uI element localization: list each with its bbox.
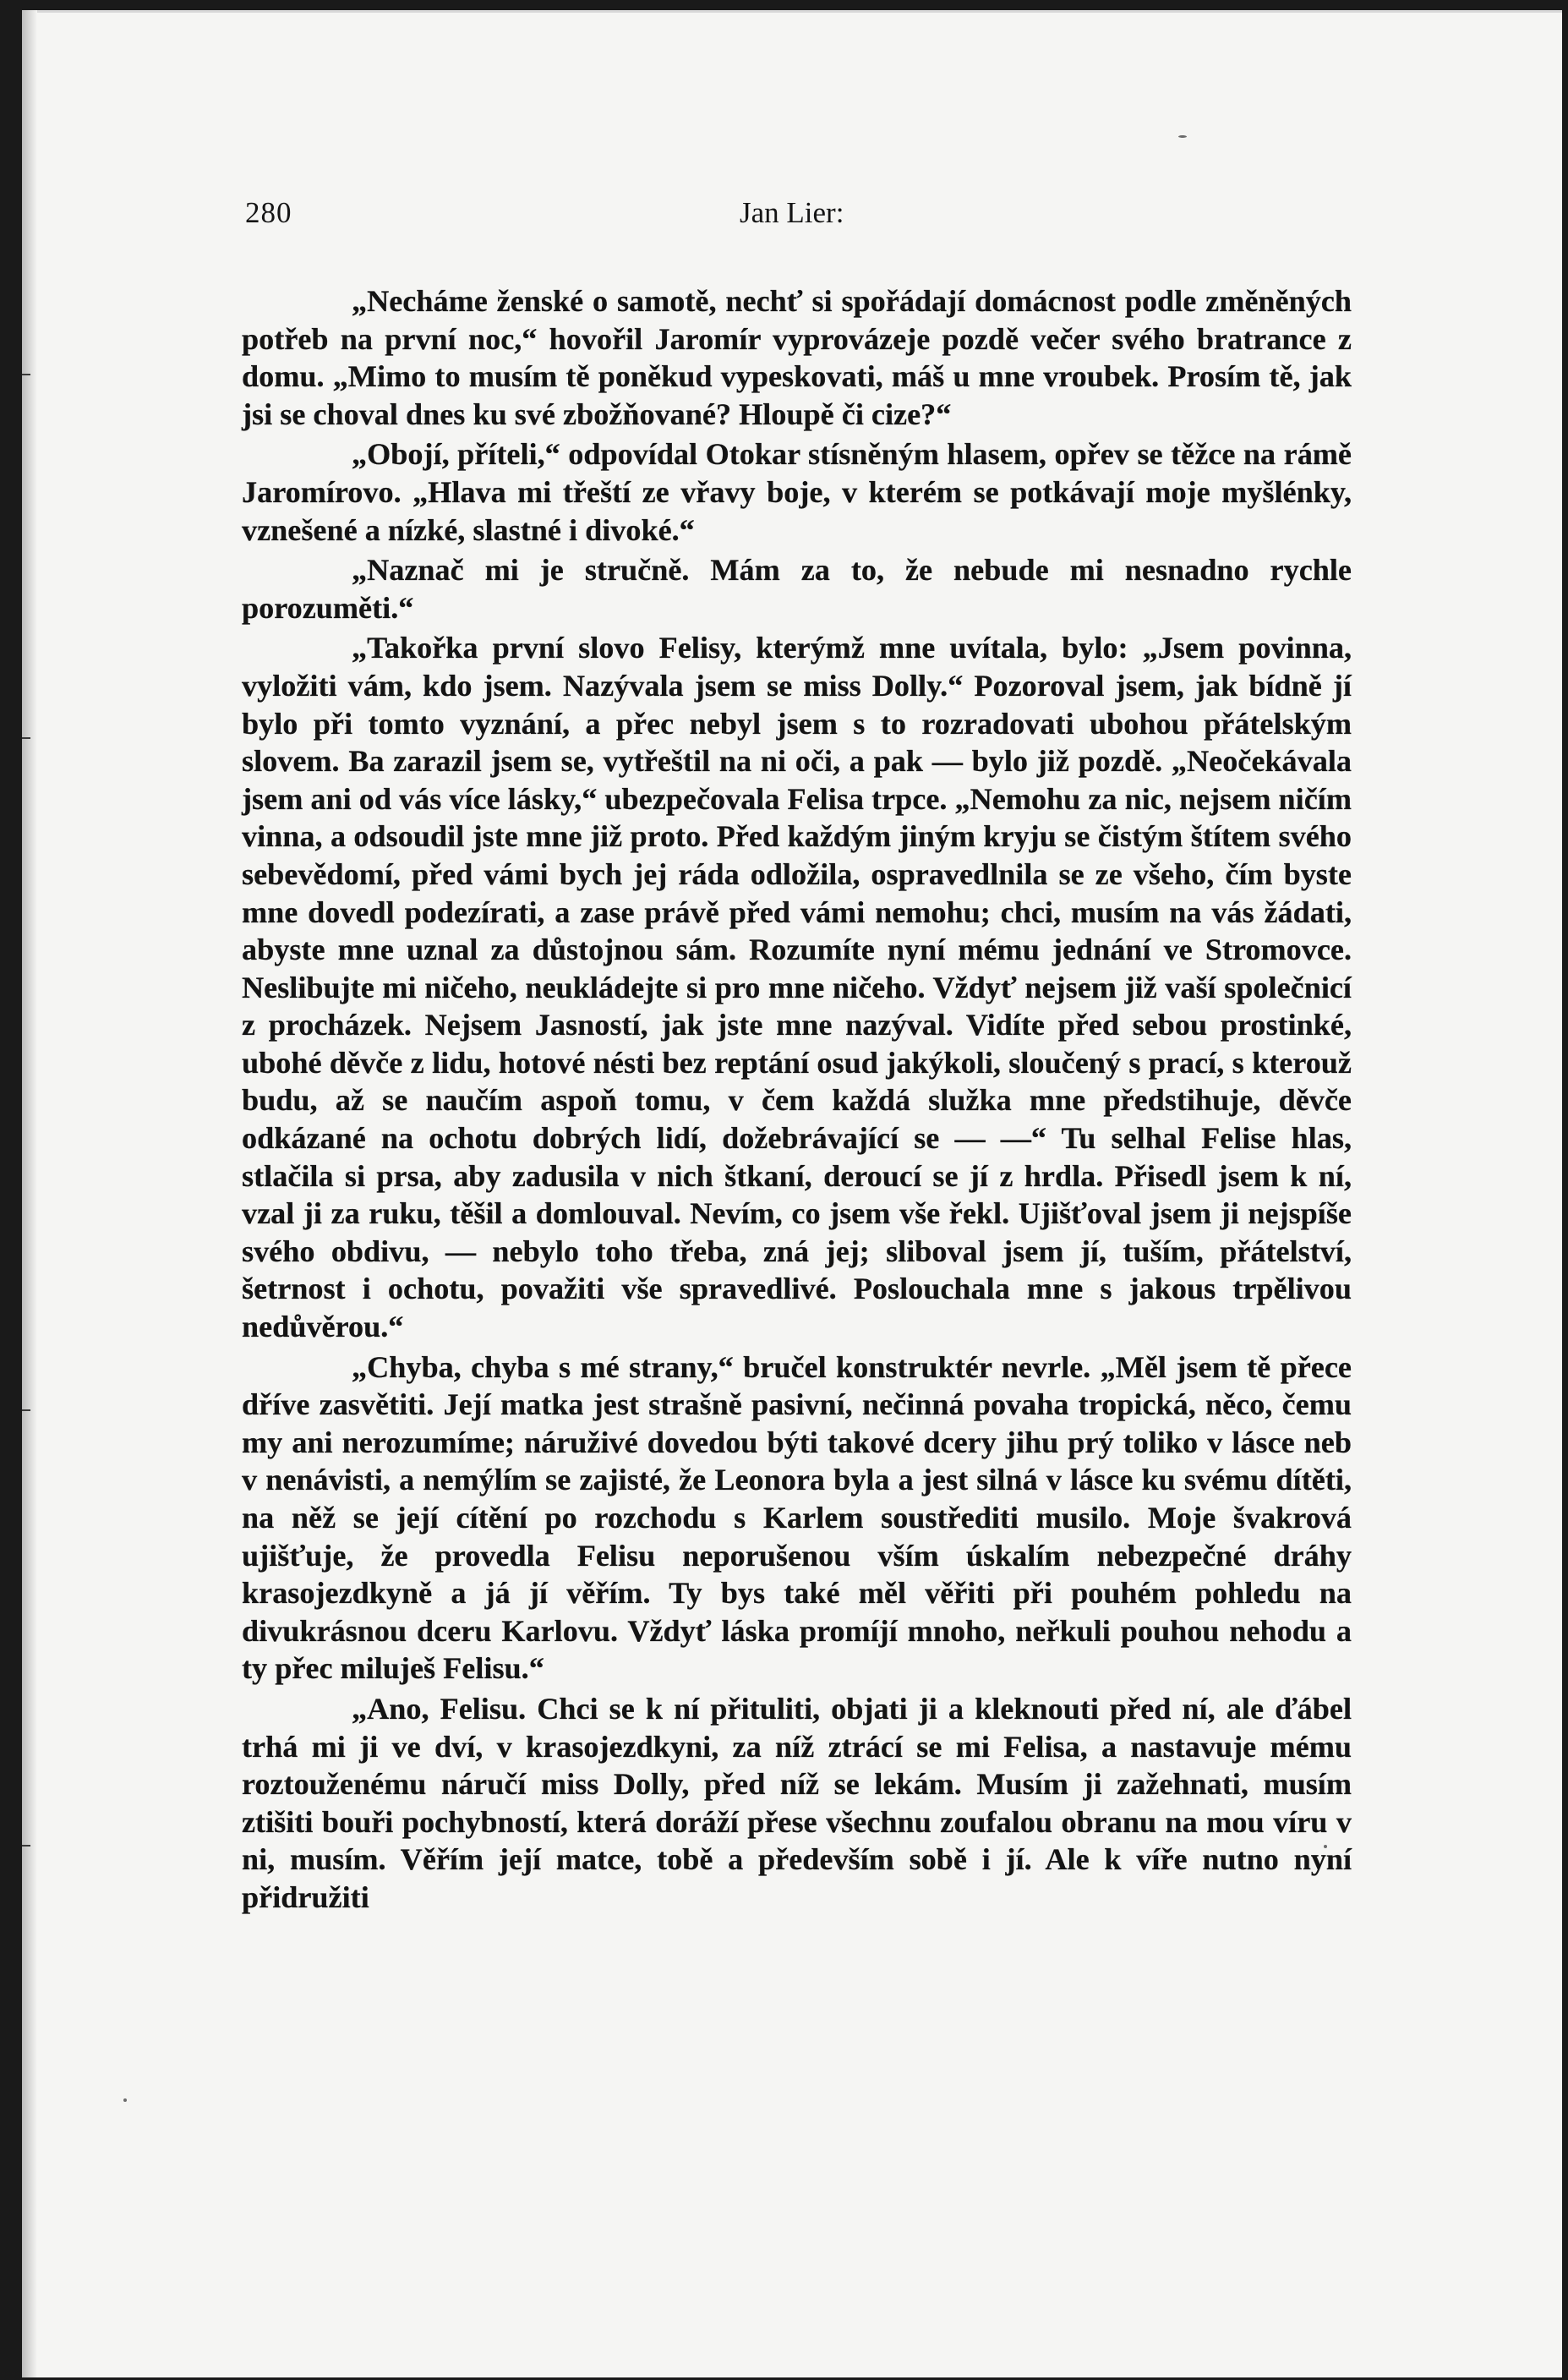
margin-mark (22, 374, 30, 375)
margin-mark (22, 1845, 30, 1847)
paragraph: „Ano, Felisu. Chci se k ní přituliti, objati ji a kleknouti před ní, ale ďábel trhá mi ji ve dví, v krasojezdkyni, za níž ztrácí se mi Felisa, a nastavuje mému roztouženému náručí miss Dolly, před níž se lekám. Musím ji zažehnati, musím ztišiti bouři pochybností, která doráží přese všechnu zoufalou obranu na mou víru v ni, musím. Věřím její matce, tobě a především sobě i jí. Ale k víře nutno nyní přidružiti (242, 1691, 1352, 1914)
paragraph: „Chyba, chyba s mé strany,“ bručel konstruktér nevrle. „Měl jsem tě přece dříve zasvětiti. Její matka jest strašně pasivní, nečinná povaha tropická, něco, čemu my ani nerozumíme; náruživé dovedou býti takové dcery jihu prý toliko v lásce neb v nenávisti, a nemýlím se zajisté, že Leonora byla a jest silná v lásce ku svému dítěti, na něž se její cítění po rozchodu s Karlem soustřediti musilo. Moje švakrová ujišťuje, že provedla Felisu neporušenou vším úskalím nebezpečné dráhy krasojezdkyně a já jí věřím. Ty bys také měl věřiti při pouhém pohledu na divukrásnou dceru Karlovu. Vždyť láska promíjí mnoho, neřkuli pouhou nehodu a ty přec miluješ Felisu.“ (242, 1349, 1352, 1686)
paragraph: „Obojí, příteli,“ odpovídal Otokar stísněným hlasem, opřev se těžce na rámě Jaromírovo. „Hlava mi třeští ze vřavy boje, v kterém se potkávají moje myšlénky, vznešené a nízké, slastné i divoké.“ (242, 437, 1352, 547)
page-number: 280 (245, 196, 292, 229)
page-edge-shadow (22, 10, 37, 2377)
margin-mark (22, 1409, 30, 1411)
scan-speck (1178, 135, 1187, 138)
paragraph: „Takořka první slovo Felisy, kterýmž mne uvítala, bylo: „Jsem povinna, vyložiti vám, kdo jsem. Nazývala jsem se miss Dolly.“ Pozoroval jsem, jak bídně jí bylo při tomto vyznání, a přec nebyl jsem s to rozradovati ubohou přátelským slovem. Ba zarazil jsem se, vytřeštil na ni oči, a pak — bylo již pozdě. „Neočekávala jsem ani od vás více lásky,“ ubezpečovala Felisa trpce. „Nemohu za nic, nejsem ničím vinna, a odsoudil jste mne již proto. Před každým jiným kryju se čistým štítem svého sebevědomí, před vámi bych jej ráda odložila, ospravedlnila se ze všeho, čím byste mne dovedl podezírati, a zase právě před vámi nemohu; chci, musím na vás žádati, abyste mne uznal za důstojnou sám. Rozumíte nyní mému jednání ve Stromovce. Neslibujte mi ničeho, neukládejte si pro mne ničeho. Vždyť nejsem již vaší společnicí z procházek. Nejsem Jasností, jak jste mne nazýval. Vidíte před sebou prostinké, ubohé děvče z lidu, hotové nésti bez reptání osud jakýkoli, sloučený s prací, s kterouž budu, až se naučím aspoň tomu, v čem každá služka mne předstihuje, děvče odkázané na ochotu dobrých lidí, dožebrávající se — —“ Tu selhal Felise hlas, stlačila si prsa, aby zadusila v nich štkaní, deroucí se jí z hrdla. Přisedl jsem k ní, vzal ji za ruku, těšil a domlouval. Nevím, co jsem vše řekl. Ujišťoval jsem ji nejspíše svého obdivu, — nebylo toho třeba, zná jej; sliboval jsem jí, tuším, přátelství, šetrnost i ochotu, považiti vše spravedlivé. Poslouchala mne s jakous trpělivou nedůvěrou.“ (242, 631, 1352, 1344)
scan-speck (123, 2098, 127, 2102)
page-header (245, 196, 1352, 238)
paragraph: „Necháme ženské o samotě, nechť si spořádají domácnost podle změněných potřeb na první noc,“ hovořil Jaromír vyprovázeje pozdě večer svého bratrance z domu. „Mimo to musím tě poněkud vypeskovati, máš u mne vroubek. Prosím tě, jak jsi se choval dnes ku své zbožňované? Hloupě či cize?“ (242, 284, 1352, 431)
margin-mark (22, 737, 30, 739)
running-head: Jan Lier: (740, 196, 844, 229)
paragraph: „Naznač mi je stručně. Mám za to, že nebude mi nesnadno rychle porozuměti.“ (242, 553, 1352, 625)
body-text (242, 282, 1352, 1919)
